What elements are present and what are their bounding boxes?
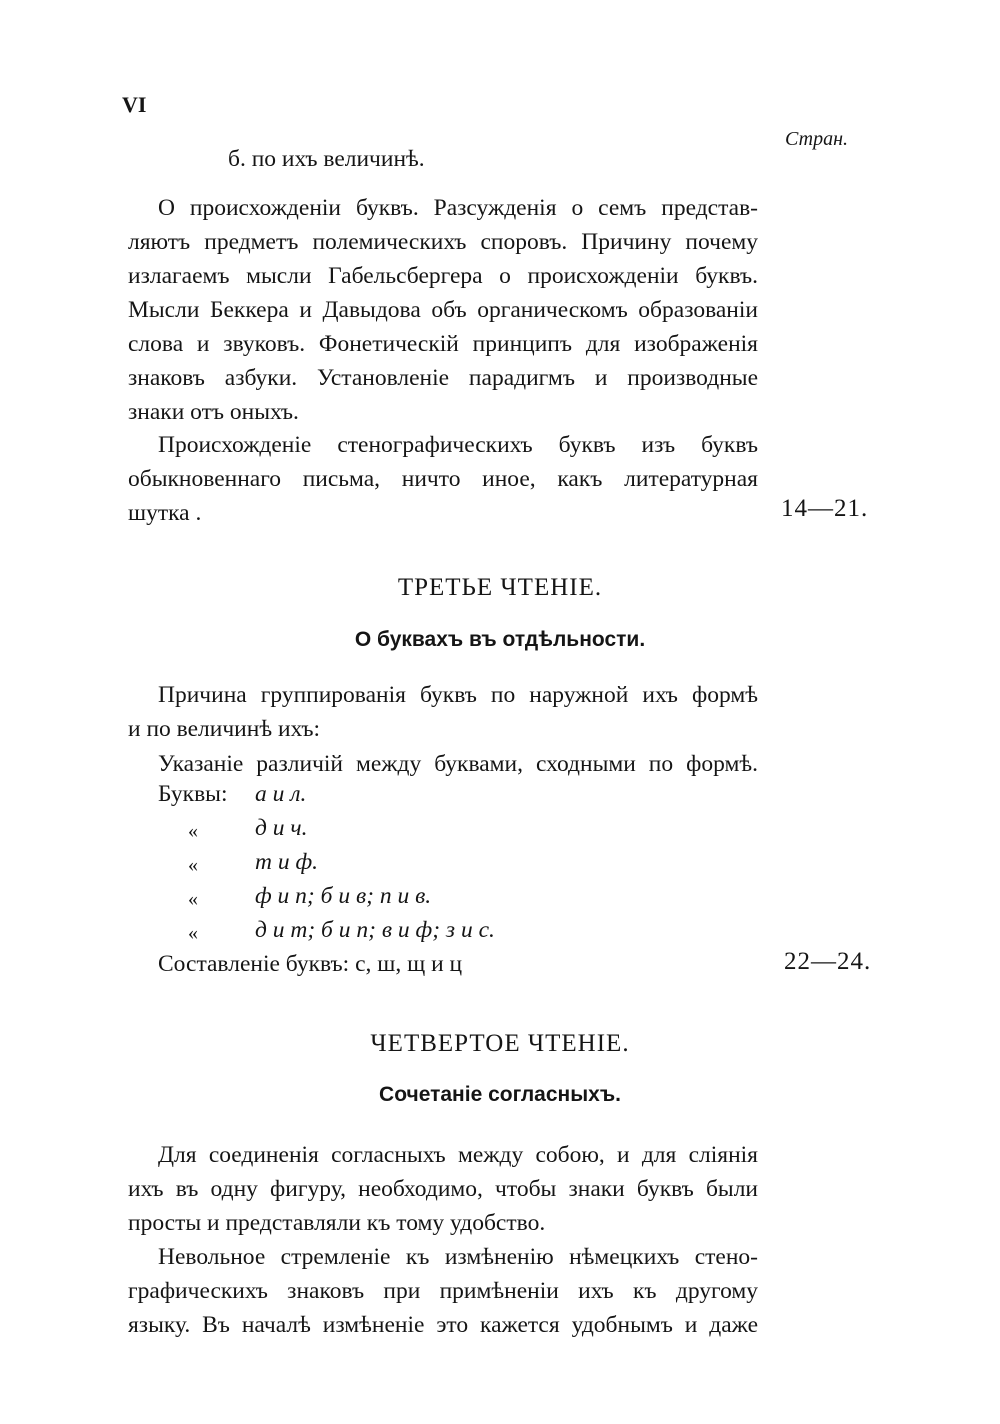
text-line: Причина группированiя буквъ по наружной ихъ формѣ — [158, 682, 758, 708]
text-line: О происхожденiи буквъ. Разсужденiя о семъ представ- — [158, 195, 758, 221]
ditto-mark: « — [188, 922, 198, 944]
page-range-origin: 14—21. — [781, 495, 869, 522]
fourth-paragraph-1 — [128, 1138, 758, 1240]
ditto-mark: « — [188, 820, 198, 842]
third-paragraph-2 — [128, 747, 758, 781]
letter-composition: Составленiе буквъ: с, ш, щ и ц — [158, 951, 463, 977]
text-line: знаковъ азбуки. Установленiе парадигмъ и производные — [128, 365, 758, 391]
letter-pair-row: д и ч. — [255, 815, 308, 841]
fourth-reading-subheading: Сочетанiе согласныхъ. — [379, 1083, 621, 1106]
text-line: Указанiе различiй между буквами, сходными по формѣ. — [158, 751, 758, 777]
fourth-reading-heading: ЧЕТВЕРТОЕ ЧТЕНIЕ. — [370, 1030, 630, 1057]
text-line: и по величинѣ ихъ: — [128, 716, 321, 742]
page-number: VI — [122, 92, 147, 117]
third-reading-heading: ТРЕТЬЕ ЧТЕНIЕ. — [397, 574, 603, 601]
text-line: Невольное стремленiе къ измѣненiю нѣмецкихъ стено- — [158, 1244, 758, 1270]
text-line: Мысли Беккера и Давыдова объ органическомъ образованiи — [128, 297, 758, 323]
letter-pair-row: ф и п; б и в; п и в. — [255, 883, 432, 909]
letters-label: Буквы: — [158, 781, 228, 807]
ditto-mark: « — [188, 888, 198, 910]
origin-paragraph-2 — [128, 428, 758, 530]
letter-pair-row: а и л. — [255, 781, 307, 807]
origin-paragraph-1 — [128, 191, 758, 429]
text-line: языку. Въ началѣ измѣненiе это кажется удобнымъ и даже — [128, 1312, 758, 1338]
text-line: слова и звуковъ. Фонетическiй принципъ для изображенiя — [128, 331, 758, 357]
sub-item-heading: б. по ихъ величинѣ. — [228, 146, 425, 172]
letter-pair-row: т и ф. — [255, 849, 319, 875]
text-line: графическихъ знаковъ при примѣненiи ихъ къ другому — [128, 1278, 758, 1304]
page-column-header: Стран. — [785, 128, 848, 150]
letter-pair-row: д и т; б и п; в и ф; з и с. — [255, 917, 495, 943]
text-line: шутка . — [128, 500, 202, 526]
text-line: ляютъ предметъ полемическихъ споровъ. Причину почему — [128, 229, 758, 255]
ditto-mark: « — [188, 854, 198, 876]
text-line: ихъ въ одну фигуру, необходимо, чтобы знаки буквъ были — [128, 1176, 758, 1202]
fourth-paragraph-2 — [128, 1240, 758, 1342]
text-line: обыкновеннаго письма, ничто иное, какъ литературная — [128, 466, 758, 492]
text-line: знаки отъ оныхъ. — [128, 399, 299, 425]
text-line: Для соединенiя согласныхъ между собою, и для слiянiя — [158, 1142, 758, 1168]
third-reading-subheading: О буквахъ въ отдѣльности. — [354, 628, 646, 651]
text-line: Происхожденiе стенографическихъ буквъ изъ буквъ — [158, 432, 758, 458]
text-line: излагаемъ мысли Габельсбергера о происхожденiи буквъ. — [128, 263, 758, 289]
page-range-third: 22—24. — [784, 948, 872, 975]
third-paragraph-1 — [128, 678, 758, 746]
text-line: просты и представляли къ тому удобство. — [128, 1210, 546, 1236]
